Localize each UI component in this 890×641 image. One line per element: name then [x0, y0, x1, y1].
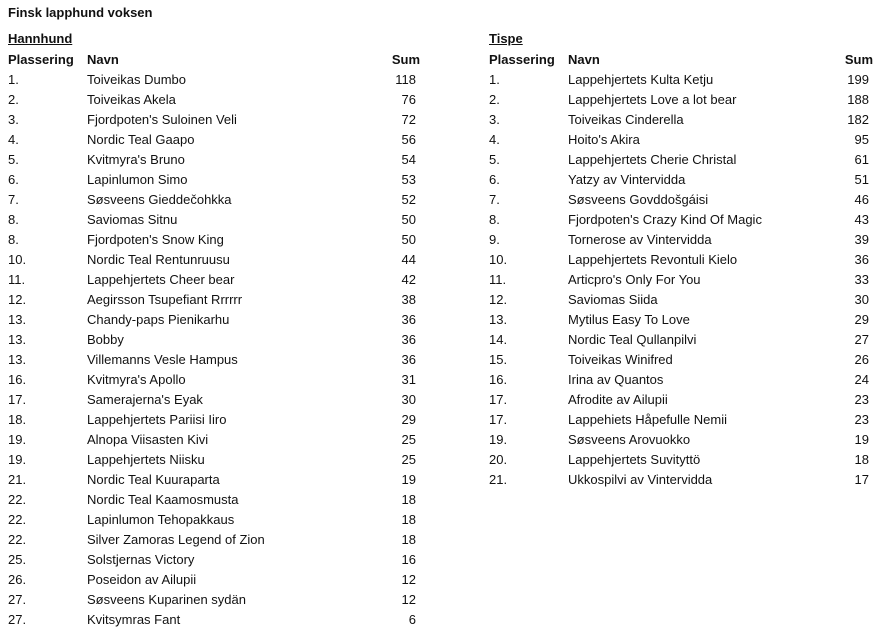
cell-rank: 6. [8, 172, 19, 187]
cell-sum: 18 [401, 492, 416, 507]
cell-rank: 2. [489, 92, 500, 107]
cell-sum: 53 [401, 172, 416, 187]
cell-name: Nordic Teal Gaapo [87, 132, 195, 147]
cell-rank: 3. [489, 112, 500, 127]
cell-rank: 19. [8, 452, 27, 467]
cell-rank: 17. [489, 412, 508, 427]
cell-name: Alnopa Viisasten Kivi [87, 432, 209, 447]
cell-name: Toiveikas Winifred [568, 352, 673, 367]
cell-name: Lappehjertets Love a lot bear [568, 92, 737, 107]
name-column-header: Navn [87, 52, 119, 67]
cell-rank: 11. [489, 272, 507, 287]
cell-name: Villemanns Vesle Hampus [87, 352, 238, 367]
table-row [8, 90, 428, 110]
table-row [8, 510, 428, 530]
table-row [489, 310, 873, 330]
table-row [489, 430, 873, 450]
cell-rank: 13. [489, 312, 508, 327]
cell-name: Lapinlumon Simo [87, 172, 188, 187]
cell-name: Kvitmyra's Bruno [87, 152, 185, 167]
cell-name: Articpro's Only For You [568, 272, 701, 287]
cell-sum: 17 [854, 472, 869, 487]
cell-sum: 30 [854, 292, 869, 307]
table-row [8, 330, 428, 350]
cell-rank: 5. [489, 152, 500, 167]
table-row [489, 350, 873, 370]
cell-rank: 7. [8, 192, 19, 207]
table-row [8, 170, 428, 190]
female-heading: Tispe [489, 31, 523, 46]
cell-rank: 21. [489, 472, 508, 487]
table-row [489, 290, 873, 310]
cell-rank: 16. [489, 372, 508, 387]
cell-sum: 23 [854, 412, 869, 427]
female-section [489, 30, 873, 490]
cell-sum: 61 [854, 152, 869, 167]
male-table-body [8, 70, 428, 630]
cell-name: Fjordpoten's Suloinen Veli [87, 112, 237, 127]
cell-sum: 46 [854, 192, 869, 207]
cell-name: Aegirsson Tsupefiant Rrrrrr [87, 292, 243, 307]
cell-sum: 29 [401, 412, 416, 427]
cell-sum: 30 [401, 392, 416, 407]
cell-name: Søsveens Gieddečohkka [87, 192, 232, 207]
cell-name: Nordic Teal Rentunruusu [87, 252, 230, 267]
table-row [8, 290, 428, 310]
cell-name: Solstjernas Victory [87, 552, 195, 567]
table-row [489, 90, 873, 110]
table-row [8, 530, 428, 550]
cell-sum: 36 [401, 332, 416, 347]
cell-sum: 43 [854, 212, 869, 227]
cell-name: Hoito's Akira [568, 132, 640, 147]
cell-sum: 44 [401, 252, 416, 267]
cell-name: Saviomas Sitnu [87, 212, 178, 227]
table-row [489, 370, 873, 390]
cell-sum: 188 [847, 92, 869, 107]
table-row [8, 110, 428, 130]
table-row [8, 210, 428, 230]
cell-sum: 51 [854, 172, 869, 187]
cell-sum: 95 [854, 132, 869, 147]
cell-rank: 8. [8, 212, 19, 227]
table-row [489, 190, 873, 210]
cell-rank: 25. [8, 552, 27, 567]
cell-name: Poseidon av Ailupii [87, 572, 197, 587]
cell-sum: 29 [854, 312, 869, 327]
cell-sum: 52 [401, 192, 416, 207]
cell-rank: 12. [489, 292, 508, 307]
table-row [489, 210, 873, 230]
cell-sum: 42 [401, 272, 416, 287]
cell-name: Lappehjertets Cheer bear [87, 272, 235, 287]
rank-column-header: Plassering [8, 52, 74, 67]
cell-sum: 54 [401, 152, 416, 167]
cell-rank: 17. [489, 392, 508, 407]
cell-rank: 7. [489, 192, 500, 207]
cell-rank: 5. [8, 152, 19, 167]
cell-sum: 33 [854, 272, 869, 287]
table-row [489, 230, 873, 250]
cell-rank: 27. [8, 612, 27, 627]
name-column-header: Navn [568, 52, 600, 67]
cell-sum: 50 [401, 212, 416, 227]
cell-name: Ukkospilvi av Vintervidda [568, 472, 713, 487]
table-row [489, 250, 873, 270]
cell-name: Lappehjertets Pariisi Iiro [87, 412, 227, 427]
cell-sum: 31 [401, 372, 416, 387]
cell-sum: 16 [401, 552, 416, 567]
table-row [489, 150, 873, 170]
cell-rank: 13. [8, 312, 27, 327]
cell-name: Nordic Teal Qullanpilvi [568, 332, 697, 347]
cell-sum: 36 [854, 252, 869, 267]
cell-sum: 23 [854, 392, 869, 407]
table-row [8, 450, 428, 470]
male-section [8, 30, 428, 630]
cell-sum: 24 [854, 372, 869, 387]
cell-rank: 12. [8, 292, 27, 307]
cell-sum: 19 [401, 472, 416, 487]
table-row [489, 410, 873, 430]
table-row [489, 470, 873, 490]
table-row [489, 170, 873, 190]
cell-sum: 27 [854, 332, 869, 347]
cell-name: Bobby [87, 332, 124, 347]
rank-column-header: Plassering [489, 52, 555, 67]
cell-sum: 56 [401, 132, 416, 147]
cell-rank: 21. [8, 472, 27, 487]
page-title: Finsk lapphund voksen [8, 5, 153, 20]
cell-name: Lapinlumon Tehopakkaus [87, 512, 235, 527]
table-row [8, 550, 428, 570]
cell-rank: 14. [489, 332, 508, 347]
cell-name: Søsveens Arovuokko [568, 432, 691, 447]
female-table-body [489, 70, 873, 490]
table-row [489, 330, 873, 350]
cell-name: Lappehiets Håpefulle Nemii [568, 412, 727, 427]
cell-sum: 118 [395, 72, 416, 87]
cell-name: Tornerose av Vintervidda [568, 232, 712, 247]
cell-rank: 4. [489, 132, 500, 147]
cell-rank: 15. [489, 352, 508, 367]
cell-name: Toiveikas Akela [87, 92, 176, 107]
cell-name: Lappehjertets Niisku [87, 452, 205, 467]
table-row [8, 230, 428, 250]
cell-sum: 12 [401, 592, 416, 607]
cell-rank: 10. [8, 252, 27, 267]
cell-name: Nordic Teal Kaamosmusta [87, 492, 239, 507]
table-row [8, 390, 428, 410]
cell-name: Søsveens Govddošgáisi [568, 192, 709, 207]
table-row [8, 470, 428, 490]
cell-sum: 18 [854, 452, 869, 467]
cell-sum: 12 [401, 572, 416, 587]
cell-sum: 26 [854, 352, 869, 367]
cell-rank: 26. [8, 572, 27, 587]
cell-name: Silver Zamoras Legend of Zion [87, 532, 265, 547]
table-row [8, 430, 428, 450]
cell-rank: 13. [8, 352, 27, 367]
cell-sum: 19 [854, 432, 869, 447]
cell-name: Yatzy av Vintervidda [568, 172, 686, 187]
cell-rank: 1. [489, 72, 500, 87]
cell-sum: 25 [401, 432, 416, 447]
cell-name: Samerajerna's Eyak [87, 392, 203, 407]
table-row [8, 590, 428, 610]
cell-name: Fjordpoten's Snow King [87, 232, 224, 247]
cell-sum: 6 [408, 612, 416, 627]
cell-name: Kvitmyra's Apollo [87, 372, 186, 387]
table-row [8, 70, 428, 90]
cell-sum: 199 [847, 72, 869, 87]
table-row [8, 410, 428, 430]
table-row [489, 270, 873, 290]
table-row [489, 130, 873, 150]
cell-rank: 2. [8, 92, 19, 107]
cell-rank: 9. [489, 232, 500, 247]
cell-sum: 39 [854, 232, 869, 247]
cell-rank: 22. [8, 492, 27, 507]
male-header-row [8, 50, 428, 70]
cell-sum: 36 [401, 312, 416, 327]
cell-sum: 50 [401, 232, 416, 247]
table-row [8, 610, 428, 630]
cell-name: Toiveikas Cinderella [568, 112, 684, 127]
female-header-row [489, 50, 873, 70]
cell-rank: 16. [8, 372, 27, 387]
table-row [489, 70, 873, 90]
cell-rank: 1. [8, 72, 19, 87]
cell-sum: 76 [401, 92, 416, 107]
table-row [8, 490, 428, 510]
cell-name: Lappehjertets Cherie Christal [568, 152, 737, 167]
cell-name: Lappehjertets Revontuli Kielo [568, 252, 738, 267]
cell-sum: 36 [401, 352, 416, 367]
cell-sum: 18 [401, 532, 416, 547]
cell-rank: 22. [8, 512, 27, 527]
male-heading: Hannhund [8, 31, 73, 46]
cell-name: Nordic Teal Kuuraparta [87, 472, 220, 487]
table-row [8, 350, 428, 370]
cell-rank: 8. [8, 232, 19, 247]
cell-rank: 8. [489, 212, 500, 227]
cell-name: Saviomas Siida [568, 292, 658, 307]
table-row [8, 190, 428, 210]
cell-name: Irina av Quantos [568, 372, 664, 387]
cell-name: Chandy-paps Pienikarhu [87, 312, 230, 327]
table-row [8, 370, 428, 390]
cell-rank: 3. [8, 112, 19, 127]
cell-sum: 38 [401, 292, 416, 307]
table-row [8, 250, 428, 270]
cell-name: Fjordpoten's Crazy Kind Of Magic [568, 212, 762, 227]
cell-rank: 10. [489, 252, 508, 267]
cell-rank: 20. [489, 452, 508, 467]
cell-sum: 72 [401, 112, 416, 127]
table-row [489, 390, 873, 410]
table-row [8, 150, 428, 170]
table-row [8, 570, 428, 590]
cell-sum: 182 [847, 112, 869, 127]
table-row [489, 110, 873, 130]
cell-rank: 27. [8, 592, 27, 607]
cell-name: Søsveens Kuparinen sydän [87, 592, 246, 607]
cell-name: Lappehjertets Kulta Ketju [568, 72, 714, 87]
table-row [8, 270, 428, 290]
cell-name: Lappehjertets Suvityttö [568, 452, 701, 467]
cell-rank: 17. [8, 392, 27, 407]
cell-rank: 19. [489, 432, 508, 447]
cell-rank: 22. [8, 532, 27, 547]
sum-column-header: Sum [844, 52, 873, 67]
table-row [489, 450, 873, 470]
cell-rank: 4. [8, 132, 19, 147]
cell-name: Kvitsymras Fant [87, 612, 181, 627]
cell-rank: 19. [8, 432, 27, 447]
cell-rank: 13. [8, 332, 27, 347]
cell-name: Toiveikas Dumbo [87, 72, 186, 87]
cell-name: Afrodite av Ailupii [568, 392, 668, 407]
cell-rank: 11. [8, 272, 26, 287]
cell-name: Mytilus Easy To Love [568, 312, 690, 327]
cell-sum: 25 [401, 452, 416, 467]
cell-sum: 18 [401, 512, 416, 527]
table-row [8, 310, 428, 330]
table-row [8, 130, 428, 150]
cell-rank: 18. [8, 412, 27, 427]
cell-rank: 6. [489, 172, 500, 187]
sum-column-header: Sum [391, 52, 420, 67]
